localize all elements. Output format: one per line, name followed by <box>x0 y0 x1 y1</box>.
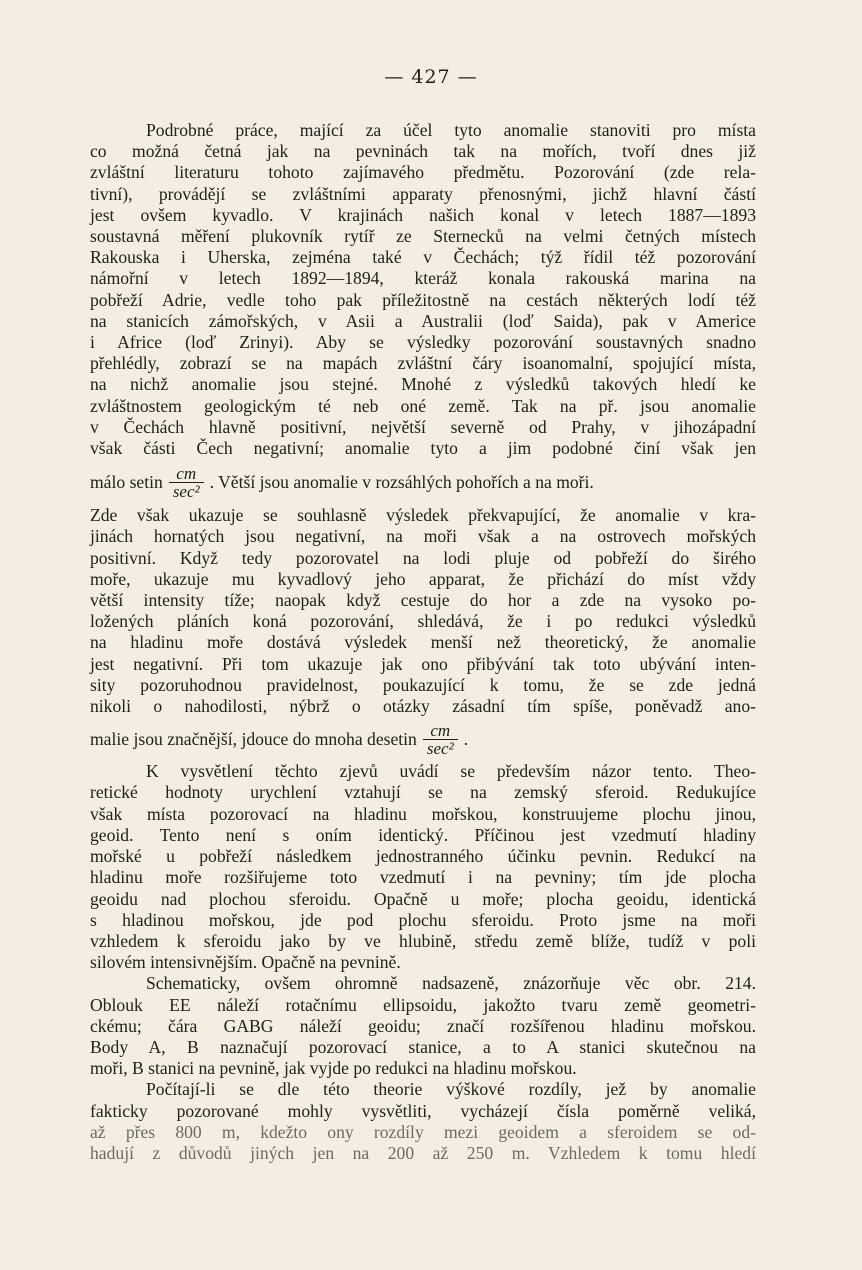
fraction-denominator: sec² <box>169 482 204 500</box>
text-line: silovém intensivnějším. Opačně na pevnině. <box>90 952 401 973</box>
text-line: přehlédly, zobrazí se na mapách zvláštní čáry isoanomalní, spojující místa, <box>90 353 756 374</box>
fraction-cm-sec2 <box>169 465 204 500</box>
text-line: na hladinu moře dostává výsledek menší než theoretický, že anomalie <box>90 632 756 653</box>
paragraph-anomalies-literature <box>90 120 756 459</box>
fraction-numerator: cm <box>176 463 197 483</box>
fraction-line-1-before: málo setin <box>90 471 163 492</box>
text-line: v Čechách hlavně positivní, největší severně od Prahy, v jihozápadní <box>90 416 756 437</box>
text-line: sity pozoruhodnou pravidelnost, poukazující k tomu, že se zde jedná <box>90 674 756 695</box>
fraction-line-2-before: malie jsou značnější, jdouce do mnoha desetin <box>90 728 417 749</box>
text-line: námořní v letech 1892—1894, kteráž konala rakouská marina na <box>90 268 756 289</box>
fraction-numerator: cm <box>430 720 451 740</box>
fraction-line-2-after: . <box>463 728 469 749</box>
text-line: zvláštní literaturu tohoto zajímavého předmětu. Pozorování (zde rela- <box>90 162 756 183</box>
text-line: ckému; čára GABG náleží geoidu; značí rozšířenou hladinu mořskou. <box>90 1015 756 1036</box>
text-line: nikoli o nahodilosti, nýbrž o otázky zásadní tím spíše, poněvadž ano- <box>90 696 756 717</box>
text-line: positivní. Když tedy pozorovatel na lodi pluje od pobřeží do širého <box>90 547 756 568</box>
text-line: Počítají-li se dle této theorie výškové rozdíly, jež by anomalie <box>146 1079 756 1100</box>
text-line: Oblouk EE náleží rotačnímu ellipsoidu, jakožto tvaru země geometri- <box>90 994 756 1015</box>
text-line: jest ovšem kyvadlo. V krajinách našich konal v letech 1887—1893 <box>90 204 756 225</box>
paragraph-geoid-explanation <box>90 761 756 973</box>
fraction-denominator: sec² <box>423 739 458 757</box>
text-line: soustavná měření plukovník rytíř ze Sternecků na velmi četných místech <box>90 226 756 247</box>
text-line: vzhledem k sferoidu jako by ve hlubině, středu země blíže, tudíž v poli <box>90 930 756 951</box>
text-line: na nichž anomalie jsou stejné. Mnohé z výsledků takových hledí ke <box>90 374 756 395</box>
text-line: co možná četná jak na pevninách tak na mořích, tvoří dnes již <box>90 141 756 162</box>
fraction-line-2 <box>90 717 756 761</box>
text-line: pobřeží Adrie, vedle toho pak příležitostně na cestách některých lodí též <box>90 289 756 310</box>
text-line: geoid. Tento není s oním identický. Příčinou jest vzedmutí hladiny <box>90 824 756 845</box>
text-line: jinách hornatých jsou negativní, na moři však a na ostrovech mořských <box>90 526 756 547</box>
text-line: tivní), provádějí se zvláštními apparaty přenosnými, jichž hlavní částí <box>90 183 756 204</box>
text-line: zvláštnostem geologickým té neb oné země. Tak na př. jsou anomalie <box>90 395 756 416</box>
fraction-line-1 <box>90 459 756 505</box>
paragraph-height-differences <box>90 1079 756 1164</box>
text-line: až přes 800 m, kdežto ony rozdíly mezi geoidem a sferoidem se od- <box>90 1121 756 1142</box>
text-line: Body A, B naznačují pozorovací stanice, a to A stanici skutečnou na <box>90 1036 756 1057</box>
paragraph-mountains-sea <box>90 505 756 717</box>
text-line: fakticky pozorované mohly vysvětliti, vycházejí čísla poměrně veliká, <box>90 1100 756 1121</box>
paragraph-schematic-figure <box>90 973 756 1079</box>
text-line: na stanicích zámořských, v Asii a Australii (loď Saida), pak v Americe <box>90 310 756 331</box>
text-line: Schematicky, ovšem ohromně nadsazeně, znázorňuje věc obr. 214. <box>146 973 756 994</box>
page-body <box>90 120 756 1164</box>
fraction-line-1-after: . Větší jsou anomalie v rozsáhlých pohořích a na moři. <box>209 471 594 492</box>
text-line: retické hodnoty urychlení vztahují se na zemský sferoid. Redukujíce <box>90 782 756 803</box>
text-line: jest negativní. Při tom ukazuje jak ono přibývání tak toto ubývání inten- <box>90 653 756 674</box>
text-line: geoidu nad plochou sferoidu. Opačně u moře; plocha geoidu, identická <box>90 888 756 909</box>
text-line: větší intensity tíže; naopak když cestuje do hor a zde na vysoko po- <box>90 590 756 611</box>
text-line: K vysvětlení těchto zjevů uvádí se především názor tento. Theo- <box>146 761 756 782</box>
text-line: moři, B stanici na pevnině, jak vyjde po redukci na hladinu mořskou. <box>90 1058 577 1079</box>
text-line: Zde však ukazuje se souhlasně výsledek překvapující, že anomalie v kra- <box>90 505 756 526</box>
text-line: však části Čech negativní; anomalie tyto a jim podobné činí však jen <box>90 438 756 459</box>
text-line: mořské u pobřeží následkem jednostranného účinku pevnin. Redukcí na <box>90 846 756 867</box>
fraction-cm-sec2-2 <box>423 722 458 757</box>
text-line: hladinu moře rozšiřujeme toto vzedmutí i na pevniny; tím jde plocha <box>90 867 756 888</box>
text-line: i Africe (loď Zrinyi). Aby se výsledky pozorování soustavných snadno <box>90 332 756 353</box>
text-line: Rakouska i Uherska, zejména také v Čechách; týž řídil též pozorování <box>90 247 756 268</box>
text-line: Podrobné práce, mající za účel tyto anomalie stanoviti pro místa <box>146 120 756 140</box>
text-line: moře, ukazuje mu kyvadlový jeho apparat, že přichází do míst vždy <box>90 568 756 589</box>
text-line: s hladinou mořskou, jde pod plochu sferoidu. Proto jsme na moři <box>90 909 756 930</box>
text-line: však místa pozorovací na hladinu mořskou, konstruujeme plochu jinou, <box>90 803 756 824</box>
text-line: ložených pláních koná pozorování, shledává, že i po redukci výsledků <box>90 611 756 632</box>
page-number: — 427 — <box>384 66 478 88</box>
text-line: hadují z důvodů jiných jen na 200 až 250 m. Vzhledem k tomu hledí <box>90 1142 756 1163</box>
